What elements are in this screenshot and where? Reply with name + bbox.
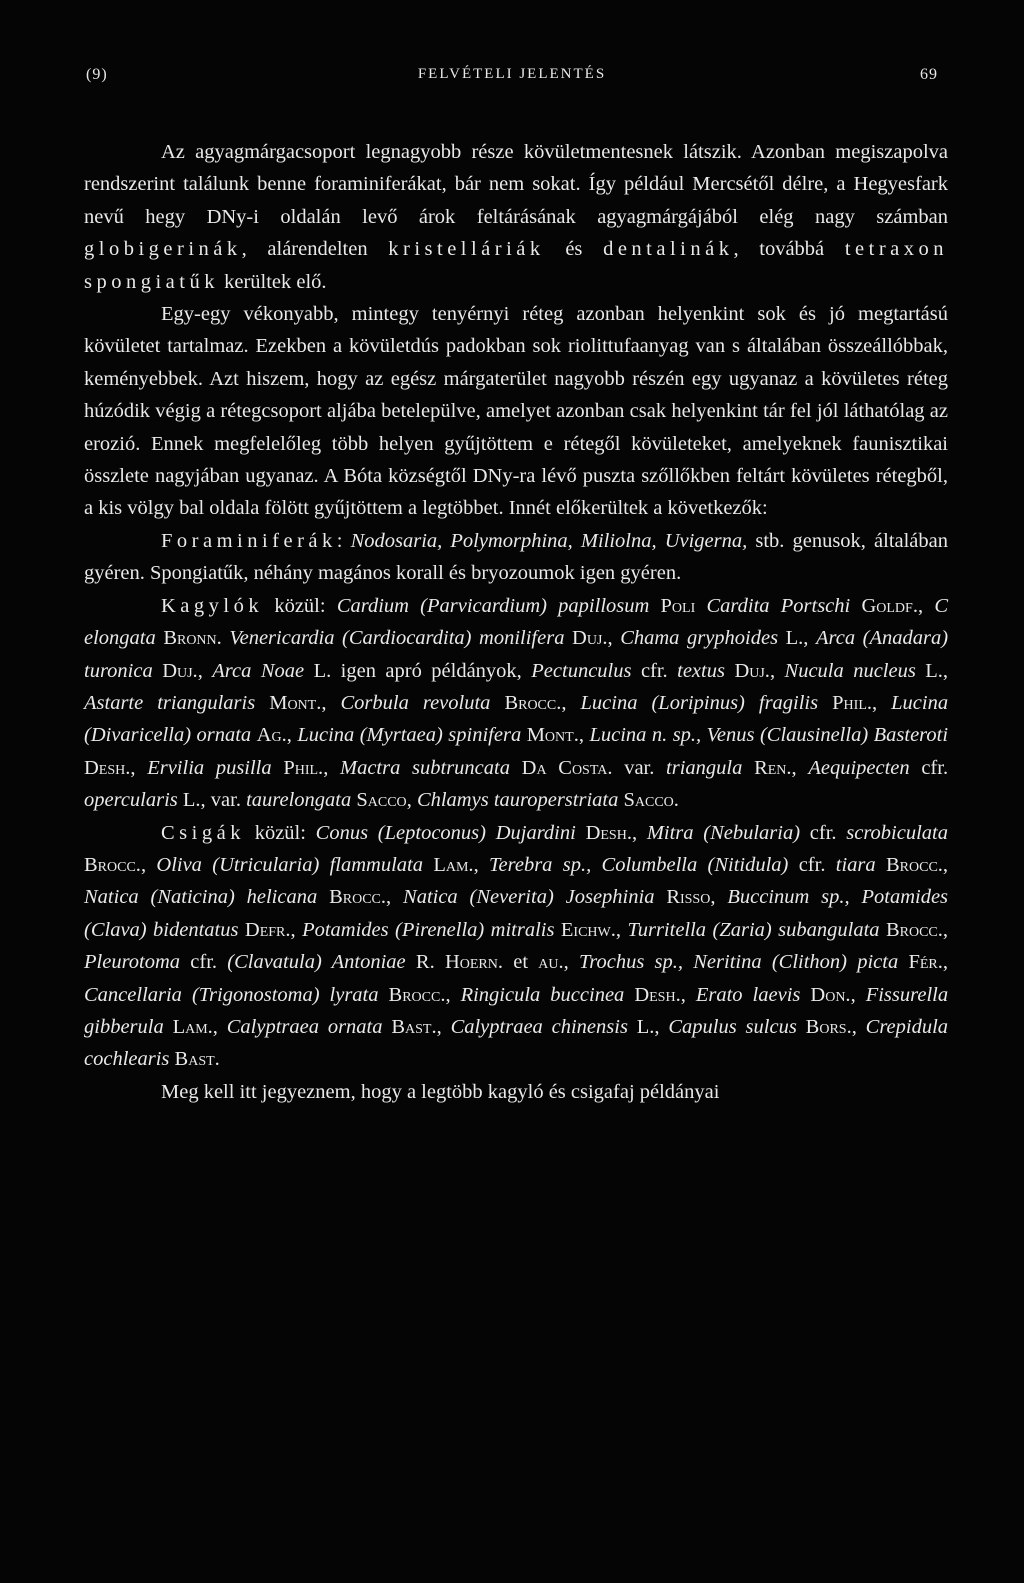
author-name: Don. <box>810 983 851 1006</box>
page-number: 69 <box>920 66 938 83</box>
paragraph <box>84 136 948 298</box>
taxon-name: Ervilia pusilla <box>147 756 272 779</box>
author-name: Brocc. <box>329 886 387 909</box>
text-run <box>272 757 284 779</box>
author-name: Sacco <box>356 789 407 812</box>
spaced-term: Kagylók <box>161 594 264 617</box>
author-name: Lam. <box>433 853 474 876</box>
text-run <box>164 1016 173 1038</box>
taxon-name: Mactra subtruncata <box>340 756 510 779</box>
text-run: és <box>544 238 604 261</box>
text-run: , <box>386 886 404 909</box>
text-run <box>624 984 634 1006</box>
taxon-name: Natica (Neverita) Josephinia <box>403 886 655 909</box>
taxon-name: Chlamys tauroperstriata <box>416 789 619 812</box>
text-run <box>797 1016 806 1038</box>
author-name: Bast. <box>174 1048 220 1071</box>
author-name: au. <box>538 951 564 974</box>
text-run: , <box>850 983 866 1006</box>
author-name: Mont. <box>269 691 322 714</box>
text-run: , <box>942 918 949 941</box>
spaced-term: Csigák <box>161 821 245 844</box>
text-run: , <box>631 821 647 844</box>
running-title: FELVÉTELI JELENTÉS <box>417 66 607 82</box>
text-run: cfr. <box>800 821 847 844</box>
author-name: Da Costa <box>521 756 608 779</box>
text-run: Meg kell itt jegyeznem, hogy a legtöbb kagyló és csigafaj példányai <box>161 1080 720 1103</box>
chapter-number: (9) <box>86 66 108 83</box>
text-run <box>564 627 572 649</box>
text-run <box>423 854 433 876</box>
text-run: L., <box>627 1015 669 1038</box>
spaced-term: globigerinák <box>84 238 242 261</box>
taxon-name: Arca Noae <box>212 659 305 682</box>
taxon-name: Fissurella gibberula <box>84 983 949 1038</box>
text-run: L., <box>778 627 816 650</box>
text-run: cfr. <box>909 756 949 779</box>
taxon-name: Arca (Anadara) turonica <box>84 627 949 682</box>
taxon-name: Astarte triangularis <box>84 691 256 714</box>
paragraph <box>84 817 948 1076</box>
text-run <box>317 886 329 908</box>
taxon-name: textus <box>677 659 725 682</box>
spaced-term: Foraminiferák <box>161 529 337 552</box>
text-run <box>742 757 754 779</box>
taxon-name: Erato laevis <box>695 983 801 1006</box>
author-name: Desh. <box>634 983 681 1006</box>
author-name: Duj. <box>734 659 770 682</box>
text-run: , <box>791 756 809 779</box>
text-run: : <box>336 529 351 552</box>
taxon-name: Venericardia (Cardiocardita) monilifera <box>229 627 565 650</box>
taxon-name: Natica (Naticina) helicana <box>84 886 318 909</box>
spaced-term: tetraxon spongiatűk <box>84 238 948 293</box>
text-run: , <box>563 951 579 974</box>
taxon-name: Lucina (Loripinus) fragilis <box>580 691 819 714</box>
author-name: Brocc. <box>84 853 141 876</box>
text-run: Az agyagmárgacsoport legnagyobb része kövületmentesnek látszik. Azonban megiszapolva rendszerint találunk benne foraminiferákat, bár nem sokat. Így például Mercsétől délre, a Hegyesfark nevű hegy DNy-i oldalán levő árok feltárásának agyagmárgájából elég nagy számban <box>84 141 948 228</box>
text-run: , <box>406 789 417 812</box>
text-run: , <box>436 1015 451 1038</box>
taxon-name: Cardium (Parvicardium) papillosum <box>336 594 650 617</box>
text-run: R. <box>405 951 445 974</box>
author-name: Fér. <box>908 951 943 974</box>
taxon-name: Cancellaria (Trigonostoma) lyrata <box>84 983 379 1006</box>
text-run <box>876 854 886 876</box>
text-run: , <box>445 983 461 1006</box>
taxon-name: triangula <box>666 756 743 779</box>
text-run <box>818 692 832 714</box>
author-name: Bronn. <box>163 627 222 650</box>
text-run <box>898 951 908 973</box>
text-run <box>379 984 389 1006</box>
taxon-name: Oliva (Utricularia) flammulata <box>156 853 424 876</box>
taxon-name: tiara <box>835 853 876 876</box>
text-run: kerültek elő. <box>218 270 327 293</box>
author-name: Eichw. <box>560 918 616 941</box>
text-run <box>850 595 861 617</box>
taxon-name: Calyptraea ornata <box>226 1015 383 1038</box>
author-name: Mont. <box>526 724 579 747</box>
text-run <box>654 886 666 908</box>
text-run: , <box>473 853 490 876</box>
text-run: cfr. <box>631 659 678 682</box>
taxon-name: scrobiculata <box>846 821 948 844</box>
author-name: Risso <box>666 886 711 909</box>
author-name: Brocc. <box>885 853 943 876</box>
taxon-name: C elongata <box>84 594 949 650</box>
spaced-term: dentalinák <box>603 238 734 261</box>
taxon-name: Lucina (Myrtaea) spinifera <box>297 724 522 747</box>
text-run: közül: <box>244 821 316 844</box>
text-run <box>649 595 660 617</box>
text-run: . var. <box>607 756 667 779</box>
author-name: Desh. <box>84 756 131 779</box>
text-run: , továbbá <box>733 238 845 261</box>
taxon-name: Pleurotoma <box>84 951 181 974</box>
author-name: Brocc. <box>388 983 446 1006</box>
text-run: , <box>140 853 157 876</box>
author-name: Hoern. <box>444 951 503 974</box>
author-name: Defr. <box>244 918 291 941</box>
text-run: , <box>290 918 303 941</box>
text-run: . <box>673 789 679 812</box>
text-run: , <box>197 659 213 682</box>
taxon-name: opercularis <box>84 789 178 812</box>
text-run: , <box>321 691 341 714</box>
author-name: Sacco <box>623 789 674 812</box>
taxon-name: Aequipecten <box>808 756 910 779</box>
text-run: , <box>578 724 590 747</box>
author-name: Goldf. <box>861 594 918 617</box>
text-run: L. igen apró példányok, <box>304 659 532 682</box>
taxon-name: taurelongata <box>246 789 352 812</box>
text-run: , <box>212 1015 227 1038</box>
running-header <box>86 66 938 96</box>
text-run: , <box>872 691 892 714</box>
author-name: Ren. <box>754 756 792 779</box>
taxon-name: Chama gryphoides <box>620 627 779 650</box>
text-run: stb. genusok, általában gyéren. Spongiatűk, néhány magános korall és bryozoumok igen gyéren. <box>84 529 949 585</box>
text-run: cfr. <box>788 853 836 876</box>
body-text <box>84 136 948 1108</box>
text-run: L., <box>915 659 949 682</box>
author-name: Lam. <box>172 1015 213 1038</box>
text-run: , <box>561 691 581 714</box>
author-name: Poli <box>660 594 696 617</box>
text-run <box>695 595 706 617</box>
paragraph <box>84 525 948 590</box>
text-run <box>800 984 810 1006</box>
author-name: Brocc. <box>885 918 943 941</box>
text-run: , <box>769 659 785 682</box>
author-name: Brocc. <box>504 691 562 714</box>
spaced-term: kristelláriák <box>388 238 545 261</box>
text-run: , <box>710 886 728 909</box>
text-run: cfr. <box>180 951 228 974</box>
taxon-name: Calyptraea chinensis <box>450 1015 628 1038</box>
taxon-name: Potamides (Pirenella) mitralis <box>302 918 555 941</box>
taxon-name: (Clavatula) Antoniae <box>227 951 406 974</box>
text-run: L., var. <box>177 789 247 812</box>
text-run: , <box>323 756 340 779</box>
taxon-name: Nucula nucleus <box>784 659 916 682</box>
text-run <box>255 692 269 714</box>
taxon-name: Conus (Leptoconus) Dujardini <box>315 821 576 844</box>
text-run <box>490 692 504 714</box>
author-name: Bors. <box>805 1015 852 1038</box>
text-run: , <box>130 756 148 779</box>
text-run: , <box>942 853 949 876</box>
author-name: Ag. <box>256 724 287 747</box>
taxon-name: Trochus sp., Neritina (Clithon) picta <box>578 951 899 974</box>
text-run: , <box>851 1015 866 1038</box>
text-run: , alárendelten <box>241 238 389 261</box>
text-run: , <box>942 951 949 974</box>
author-name: Desh. <box>585 821 632 844</box>
text-run <box>153 660 162 682</box>
text-run: , <box>680 983 696 1006</box>
taxon-name: Mitra (Nebularia) <box>646 821 801 844</box>
taxon-name: Cardita Portschi <box>706 594 851 617</box>
taxon-name: Crepidula cochlearis <box>84 1015 949 1071</box>
taxon-name: Buccinum sp., Potamides (Clava) bidentatus <box>84 886 949 941</box>
text-run <box>510 757 522 779</box>
author-name: Duj. <box>162 659 198 682</box>
author-name: Phil. <box>832 691 872 714</box>
taxon-name: Ringicula buccinea <box>460 983 625 1006</box>
text-run: , <box>615 918 628 941</box>
taxon-name: Corbula revoluta <box>340 691 491 714</box>
taxon-name: Capulus sulcus <box>668 1015 797 1038</box>
author-name: Duj. <box>572 627 608 650</box>
author-name: Phil. <box>283 756 324 779</box>
text-run: et <box>502 951 539 974</box>
taxon-name: Lucina (Divaricella) ornata <box>84 691 949 747</box>
taxon-name: Terebra sp., Columbella (Nitidula) <box>489 853 789 876</box>
text-run: , <box>607 627 621 650</box>
text-run: , <box>286 724 298 747</box>
text-run <box>576 822 586 844</box>
text-run: Egy-egy vékonyabb, mintegy tenyérnyi réteg azonban helyenkint sok és jó megtartású kövületet tartalmaz. Ezekben a kövületdús padokban sok riolittufaanyag van s általában összeállóbbak, keményebbek. Azt hiszem, hogy az egész márgaterület nagyobb részén egy ugyanaz a kövületes réteg húzódik végig a rétegcsoport aljába betelepülve, amelyet azonban csak helyenkint tár fel jól láthatólag az erozió. Ennek megfelelőleg több helyen gyűjtöttem e rétegől kövületeket, amelyeknek faunisztikai összlete nagyjában ugyanaz. A Bóta községtől DNy-ra lévő puszta szőllőkben feltárt kövületes rétegből, a kis völgy bal oldala fölött gyűjtöttem a legtöbbet. Innét előkerültek a következők: <box>84 303 948 520</box>
author-name: Bast. <box>391 1015 437 1038</box>
taxon-name: Turritella (Zaria) subangulata <box>627 918 880 941</box>
paragraph <box>84 590 948 817</box>
text-run: , <box>917 594 935 617</box>
text-run: közül: <box>263 594 337 617</box>
paragraph <box>84 1076 948 1108</box>
taxon-name: Pectunculus <box>531 659 632 682</box>
taxon-name: Nodosaria, Polymorphina, Miliolna, Uvigerna, <box>350 529 748 552</box>
paragraph <box>84 298 948 525</box>
taxon-name: Lucina n. sp., Venus (Clausinella) Basteroti <box>589 724 949 747</box>
